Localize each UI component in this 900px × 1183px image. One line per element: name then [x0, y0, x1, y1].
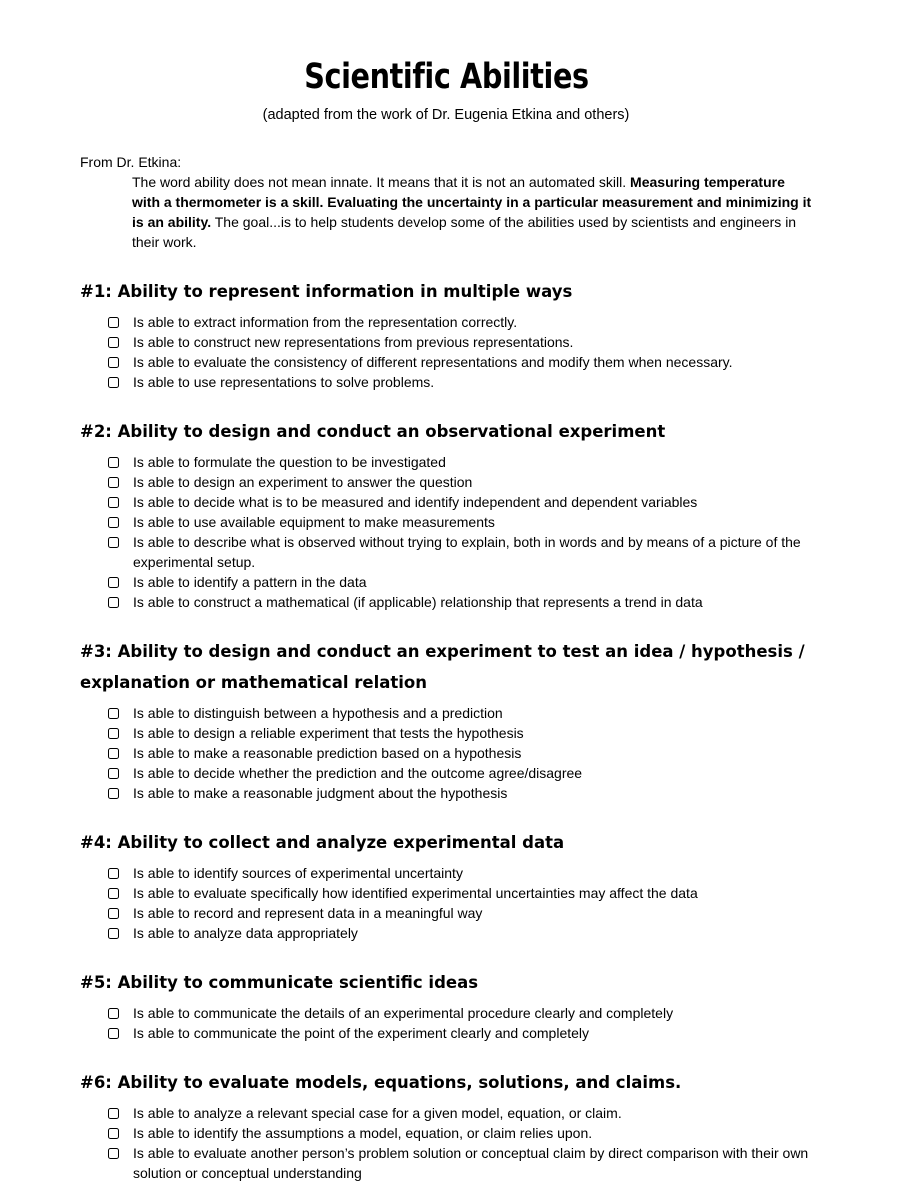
checklist-item: [80, 783, 812, 803]
checkbox-icon: [108, 517, 119, 528]
checklist-item: [80, 903, 812, 923]
page-title: Scientific Abilities: [303, 57, 589, 97]
checklist-item: [80, 592, 812, 612]
checklist: [80, 703, 812, 803]
checklist-item-label: Is able to construct a mathematical (if applicable) relationship that represents a trend in data: [133, 594, 703, 610]
checklist-item-label: Is able to analyze data appropriately: [133, 925, 358, 941]
checklist-item: [80, 863, 812, 883]
checklist-item: [80, 923, 812, 943]
checklist-item-label: Is able to decide whether the prediction and the outcome agree/disagree: [133, 765, 583, 781]
checklist-item-label: Is able to make a reasonable prediction based on a hypothesis: [133, 745, 522, 761]
checkbox-icon: [108, 708, 119, 719]
checkbox-icon: [108, 868, 119, 879]
checkbox-icon: [108, 888, 119, 899]
checklist-item-label: Is able to use available equipment to make measurements: [133, 514, 495, 530]
intro-block: [80, 152, 812, 252]
checklist-item: [80, 452, 812, 472]
checkbox-icon: [108, 577, 119, 588]
checklist-item: [80, 352, 812, 372]
quote-text-bold: Measuring temperature with a thermometer is a skill. Evaluating the uncertainty in a particular measurement and minimizing it is an ability.: [132, 174, 812, 230]
checklist-item-label: Is able to analyze a relevant special case for a given model, equation, or claim.: [133, 1105, 622, 1121]
section-1: [80, 276, 812, 392]
quote-text-normal: The goal...is to help students develop some of the abilities used by scientists and engineers in their work.: [132, 214, 797, 250]
section-3: [80, 636, 812, 803]
checklist-item-label: Is able to use representations to solve problems.: [133, 374, 435, 390]
checklist-item: [80, 743, 812, 763]
checkbox-icon: [108, 1108, 119, 1119]
checklist-item-label: Is able to distinguish between a hypothesis and a prediction: [133, 705, 503, 721]
section-heading: #2: Ability to design and conduct an observational experiment: [80, 422, 666, 441]
checklist-item-label: Is able to make a reasonable judgment about the hypothesis: [133, 785, 508, 801]
checkbox-icon: [108, 357, 119, 368]
checklist-item-label: Is able to evaluate another person’s problem solution or conceptual claim by direct comparison with their own solution or conceptual understanding: [133, 1145, 809, 1181]
checklist-item-label: Is able to construct new representations from previous representations.: [133, 334, 574, 350]
checkbox-icon: [108, 928, 119, 939]
checkbox-icon: [108, 497, 119, 508]
checkbox-icon: [108, 1148, 119, 1159]
checkbox-icon: [108, 1008, 119, 1019]
checklist-item: [80, 763, 812, 783]
checklist-item-label: Is able to identify the assumptions a model, equation, or claim relies upon.: [133, 1125, 593, 1141]
checklist-item-label: Is able to evaluate the consistency of different representations and modify them when necessary.: [133, 354, 733, 370]
checklist-item-label: Is able to design a reliable experiment that tests the hypothesis: [133, 725, 524, 741]
checkbox-icon: [108, 1128, 119, 1139]
checkbox-icon: [108, 728, 119, 739]
checklist-item-label: Is able to communicate the point of the experiment clearly and completely: [133, 1025, 590, 1041]
checklist-item-label: Is able to formulate the question to be investigated: [133, 454, 446, 470]
section-6: [80, 1067, 812, 1183]
checklist-item: [80, 332, 812, 352]
checkbox-icon: [108, 748, 119, 759]
quote-text-normal: The word ability does not mean innate. It means that it is not an automated skill.: [132, 174, 631, 190]
checklist-item-label: Is able to extract information from the representation correctly.: [133, 314, 518, 330]
checklist-item: [80, 472, 812, 492]
checklist-item-label: Is able to design an experiment to answer the question: [133, 474, 473, 490]
section-4: [80, 827, 812, 943]
section-heading: #5: Ability to communicate scientific ideas: [80, 973, 479, 992]
section-2: [80, 416, 812, 612]
checklist-item: [80, 312, 812, 332]
checkbox-icon: [108, 317, 119, 328]
checklist-item: [80, 532, 812, 572]
checklist-item: [80, 372, 812, 392]
checkbox-icon: [108, 1028, 119, 1039]
checklist-item-label: Is able to describe what is observed without trying to explain, both in words and by means of a picture of the experimental setup.: [133, 534, 801, 570]
section-5: [80, 967, 812, 1043]
checkbox-icon: [108, 597, 119, 608]
checklist-item-label: Is able to decide what is to be measured and identify independent and dependent variables: [133, 494, 698, 510]
checklist: [80, 863, 812, 943]
section-heading: #6: Ability to evaluate models, equations, solutions, and claims.: [80, 1073, 682, 1092]
checklist-item: [80, 883, 812, 903]
checklist-item: [80, 1003, 812, 1023]
checklist-item: [80, 1023, 812, 1043]
checklist-item: [80, 492, 812, 512]
checklist-item: [80, 1103, 812, 1123]
checkbox-icon: [108, 457, 119, 468]
section-heading: #1: Ability to represent information in multiple ways: [80, 282, 573, 301]
checkbox-icon: [108, 337, 119, 348]
checklist-item: [80, 512, 812, 532]
document-header: [80, 44, 812, 125]
checkbox-icon: [108, 377, 119, 388]
section-heading: #4: Ability to collect and analyze experimental data: [80, 833, 565, 852]
section-heading: #3: Ability to design and conduct an experiment to test an idea / hypothesis / explanation or mathematical relation: [80, 642, 805, 692]
checklist: [80, 312, 812, 392]
checklist-item: [80, 703, 812, 723]
checklist-item-label: Is able to identify sources of experimental uncertainty: [133, 865, 463, 881]
attribution-line: From Dr. Etkina:: [80, 154, 182, 170]
checklist-item: [80, 723, 812, 743]
checklist-item: [80, 1123, 812, 1143]
checklist-item-label: Is able to identify a pattern in the data: [133, 574, 367, 590]
checkbox-icon: [108, 908, 119, 919]
quote-paragraph: [132, 172, 812, 252]
checklist: [80, 452, 812, 612]
checkbox-icon: [108, 768, 119, 779]
checklist-item: [80, 1143, 812, 1183]
checklist: [80, 1003, 812, 1043]
checklist-item-label: Is able to communicate the details of an experimental procedure clearly and completely: [133, 1005, 674, 1021]
page-subtitle: (adapted from the work of Dr. Eugenia Etkina and others): [262, 107, 630, 123]
checklist-item-label: Is able to record and represent data in a meaningful way: [133, 905, 483, 921]
checklist-item-label: Is able to evaluate specifically how identified experimental uncertainties may affect the data: [133, 885, 698, 901]
checkbox-icon: [108, 477, 119, 488]
checkbox-icon: [108, 788, 119, 799]
checkbox-icon: [108, 537, 119, 548]
checklist-item: [80, 572, 812, 592]
checklist: [80, 1103, 812, 1183]
